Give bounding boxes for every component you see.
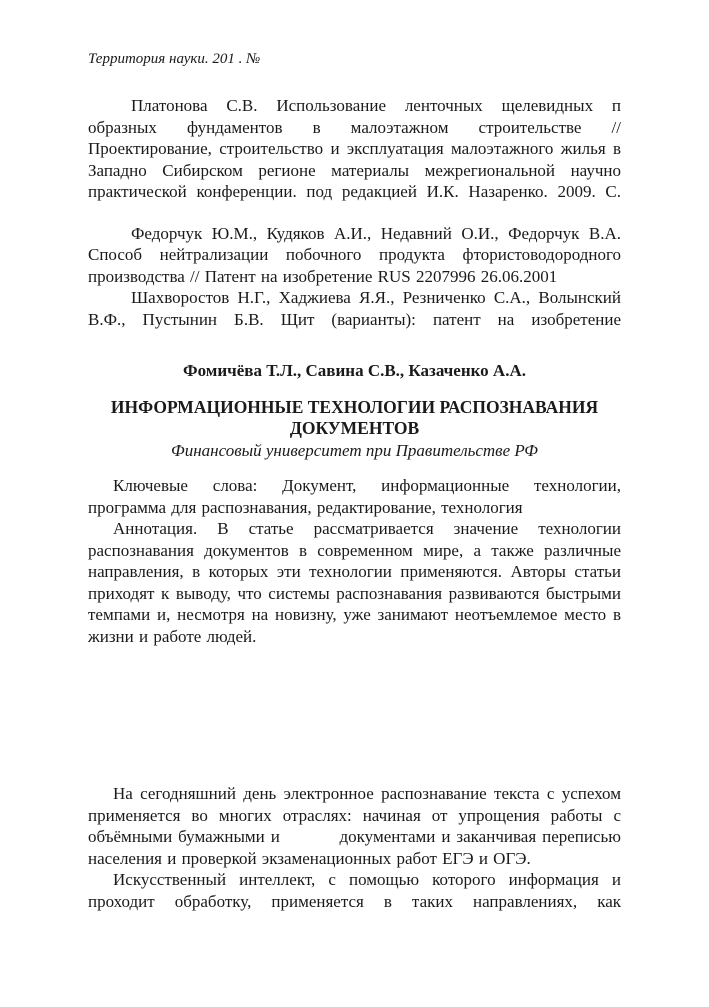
body-paragraph: На сегодняшний день электронное распознавание текста с успехом применяется во многих отраслях: начиная от упрощения работы с объёмными бумажными и документами и заканчивая переписью населения и проверкой экзаменационных работ ЕГЭ и ОГЭ. (88, 784, 621, 868)
article-body-section (88, 783, 621, 912)
article-meta-section (88, 475, 621, 647)
article-header (88, 360, 621, 461)
reference-item: Платонова С.В. Использование ленточных щелевидных п образных фундаментов в малоэтажном строительстве // Проектирование, строительство и эксплуатация малоэтажного жилья в Западно Сибирском регионе материалы межрегиональной научно практической конференции. под редакцией И.К. Назаренко. 2009. С. (88, 96, 621, 201)
authors-line: Фомичёва Т.Л., Савина С.В., Казаченко А.А. (183, 361, 526, 380)
affiliation-line: Финансовый университет при Правительстве РФ (171, 440, 538, 460)
article-title: ИНФОРМАЦИОННЫЕ ТЕХНОЛОГИИ РАСПОЗНАВАНИЯ ДОКУМЕНТОВ (110, 396, 599, 438)
references-section (88, 95, 621, 330)
journal-header: Территория науки. 201 . № (88, 51, 261, 67)
body-paragraph: Искусственный интеллект, с помощью которого информация и проходит обработку, применяется в таких направлениях, как (88, 870, 621, 911)
reference-item: Федорчук Ю.М., Кудяков А.И., Недавний О.И., Федорчук В.А. Способ нейтрализации побочного продукта фтористоводородного производства // Патент на изобретение RUS 2207996 26.06.2001 (88, 223, 621, 286)
reference-item: Шахворостов Н.Г., Хаджиева Я.Я., Резниченко С.А., Волынский В.Ф., Пустынин Б.В. Щит (варианты): патент на изобретение (88, 288, 621, 329)
abstract-paragraph: Аннотация. В статье рассматривается значение технологии распознавания документов в современном мире, а также различные направления, в которых эти технологии применяются. Авторы статьи приходят к выводу, что системы распознавания развиваются быстрыми темпами и, несмотря на новизну, уже занимают неотъемлемое место в жизни и работе людей. (88, 519, 621, 646)
keywords-paragraph: Ключевые слова: Документ, информационные технологии, программа для распознавания, редактирование, технология (88, 476, 621, 517)
